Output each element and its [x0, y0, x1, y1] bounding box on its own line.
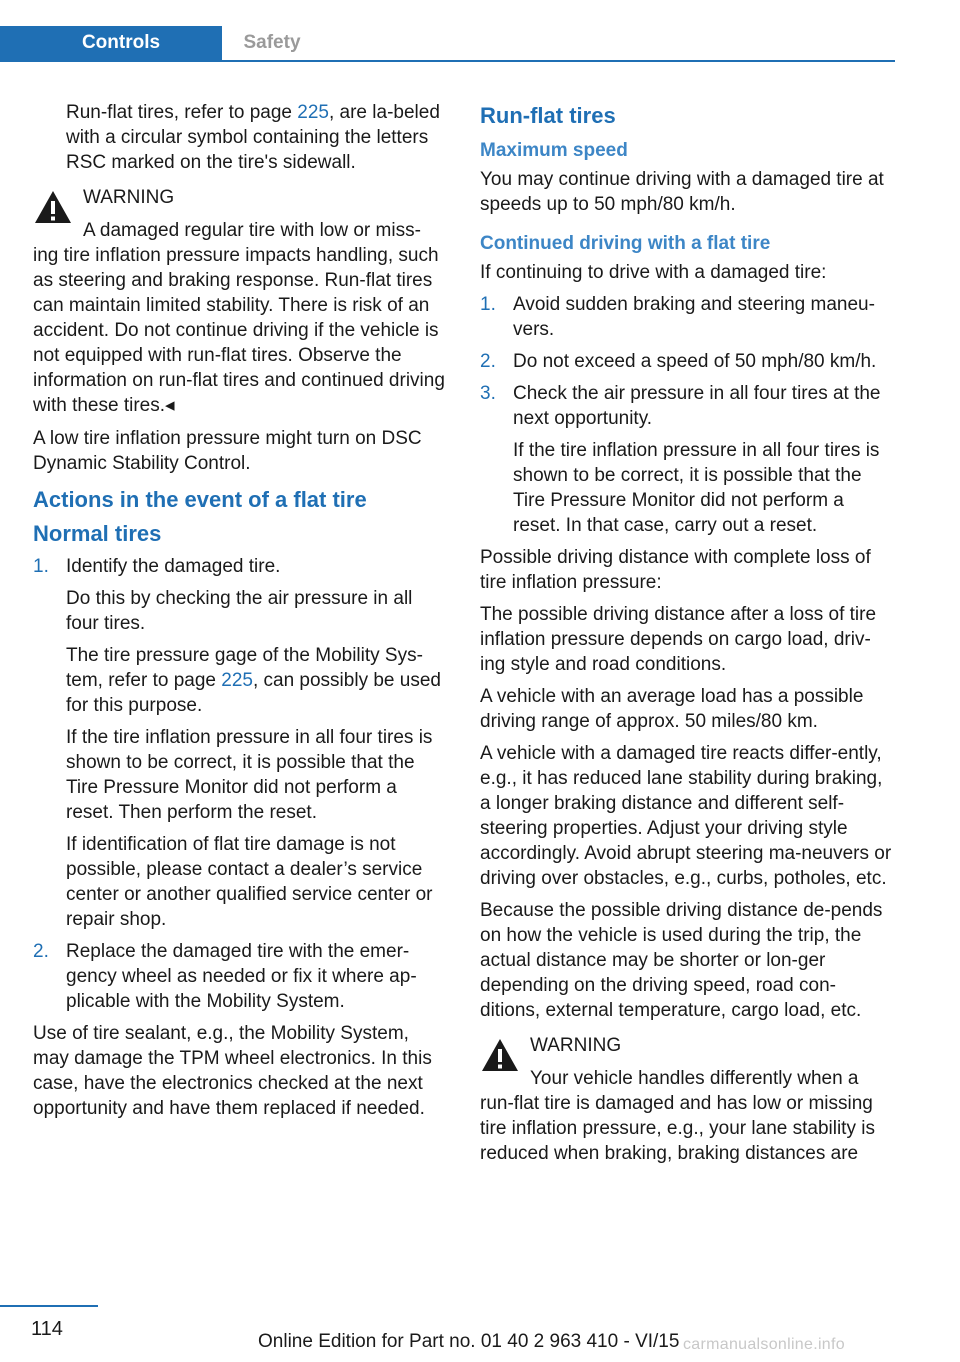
heading-run-flat-tires: Run-flat tires — [480, 103, 616, 128]
tab-bar-underline — [0, 60, 895, 62]
tab-safety[interactable] — [222, 26, 322, 60]
heading-continued-driving: Continued driving with a flat tire — [480, 233, 771, 254]
list-item: 2. Replace the damaged tire with the emer‐gency wheel as needed or fix it where ap‐plicable with the Mobility System. — [33, 941, 417, 1012]
continued-driving-intro: If continuing to drive with a damaged tire: — [480, 262, 827, 283]
warning-text: A damaged regular tire with low or miss‐ ing tire inflation pressure impacts handling, such as steering and braking response. Run-flat tires can maintain limited stability. There is risk of an accident. Do not continue driving if the vehicle is not equipped with run-flat tires. Observe the information on run-flat tires and continued driving with these tires.◂ — [33, 220, 445, 416]
left-column — [33, 100, 445, 1128]
driving-distance-paragraph: Possible driving distance with complete loss of tire inflation pressure: — [480, 547, 871, 593]
watermark: carmanualsonline.info — [683, 1336, 845, 1353]
page-number: 114 — [31, 1318, 63, 1340]
step-number: 2. — [480, 351, 496, 372]
damaged-tire-reacts-paragraph: A vehicle with a damaged tire reacts differ‐ently, e.g., it has reduced lane stability during braking, a longer braking distance and different self-steering properties. Adjust your driving style accordingly. Avoid abrupt steering ma‐neuvers or driving over obstacles, e.g., curbs, potholes, etc. — [480, 743, 892, 889]
warning-triangle-icon — [480, 1037, 520, 1073]
tab-controls-label: Controls — [81, 32, 161, 53]
actual-distance-paragraph: Because the possible driving distance de‐pends on how the vehicle is used during the trip, the actual distance may be shorter or lon‐ger depending on the driving speed, road con‐ditions, external temperature, cargo load, etc. — [480, 900, 883, 1021]
step-number: 3. — [480, 383, 496, 404]
tab-safety-label: Safety — [243, 32, 301, 53]
warning-heading: WARNING — [83, 187, 175, 208]
dsc-paragraph: A low tire inflation pressure might turn on DSC Dynamic Stability Control. — [33, 428, 422, 474]
edition-text: Online Edition for Part no. 01 40 2 963 410 - VI/15 — [258, 1331, 680, 1352]
average-load-paragraph: A vehicle with an average load has a possible driving range of approx. 50 miles/80 km. — [480, 686, 864, 732]
list-item: 3. Check the air pressure in all four tires at the next opportunity. If the tire inflation pressure in all four tires is shown to be correct, it is possible that the Tire Pressure Monitor did not perform a reset. In that case, carry out a reset. — [480, 383, 881, 536]
list-item: 2. Do not exceed a speed of 50 mph/80 km/h. — [480, 351, 877, 372]
warning-triangle-icon — [33, 189, 73, 225]
page-link-225[interactable]: 225 — [221, 670, 253, 691]
section-tab-bar — [0, 26, 895, 62]
page-link-225[interactable]: 225 — [297, 102, 329, 123]
warning-box-regular-tire — [33, 185, 445, 418]
warning-heading: WARNING — [530, 1035, 622, 1056]
runflat-label-paragraph: Run-flat tires, refer to page 225, are la‐beled with a circular symbol containing the letters RSC marked on the tire's sidewall. — [66, 102, 440, 173]
list-item: 1. Identify the damaged tire. Do this by checking the air pressure in all four tires. The tire pressure gage of the Mobility Sys‐tem, refer to page 225, can possibly be used for this purpose. If the tire inflation pressure in all four tires is shown to be correct, it is possible that the Tire Pressure Monitor did not perform a reset. Then perform the reset. If identification of flat tire damage is not possible, please contact a dealer’s service center or another qualified service center or repair shop. — [33, 556, 441, 930]
heading-maximum-speed: Maximum speed — [480, 140, 628, 161]
tab-controls[interactable] — [0, 26, 222, 60]
tire-sealant-paragraph: Use of tire sealant, e.g., the Mobility System, may damage the TPM wheel electronics. In this case, have the electronics checked at the next opportunity and have them replaced if needed. — [33, 1023, 432, 1119]
step-number: 1. — [33, 556, 49, 577]
warning-text: Your vehicle handles differently when a run-flat tire is damaged and has low or missing tire inflation pressure, e.g., your lane stability is reduced when braking, braking distances are — [480, 1068, 875, 1164]
warning-box-run-flat — [480, 1033, 896, 1166]
right-column — [480, 100, 896, 1174]
continued-driving-steps — [480, 292, 896, 538]
step-number: 2. — [33, 941, 49, 962]
heading-actions-flat-tire: Actions in the event of a flat tire — [33, 487, 367, 512]
step-number: 1. — [480, 294, 496, 315]
list-item: 1. Avoid sudden braking and steering maneu‐vers. — [480, 294, 875, 340]
footer-rule — [0, 1305, 98, 1307]
heading-normal-tires: Normal tires — [33, 521, 162, 546]
max-speed-paragraph: You may continue driving with a damaged tire at speeds up to 50 mph/80 km/h. — [480, 169, 884, 215]
normal-tires-steps — [33, 554, 445, 1014]
driving-distance-depends-paragraph: The possible driving distance after a loss of tire inflation pressure depends on cargo load, driv‐ing style and road conditions. — [480, 604, 877, 675]
